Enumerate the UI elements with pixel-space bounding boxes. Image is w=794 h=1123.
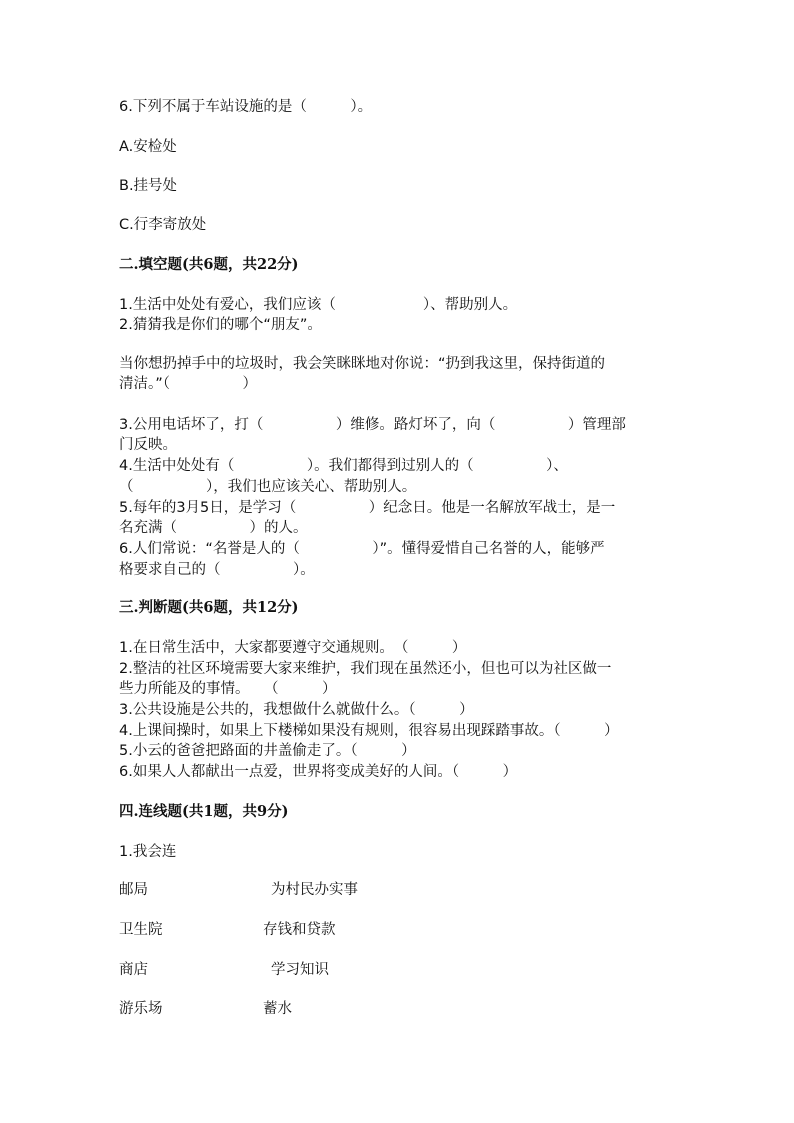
fill-line-10: 名充满（ ）的人。 bbox=[119, 520, 308, 536]
match-question: 1.我会连 bbox=[119, 844, 177, 860]
section-2-heading: 二.填空题(共6题，共22分) bbox=[119, 256, 299, 273]
option-a: A.安检处 bbox=[119, 139, 177, 155]
fill-line-7: 4.生活中处处有（ ）。我们都得到过别人的（ ）、 bbox=[119, 458, 568, 474]
judge-line-4: 3.公共设施是公共的，我想做什么就做什么。（ ） bbox=[119, 702, 474, 718]
fill-line-9: 5.每年的3月5日，是学习（ ）纪念日。他是一名解放军战士，是一 bbox=[119, 500, 616, 516]
fill-line-11: 6.人们常说：“名誉是人的（ ）”。懂得爱惜自己名誉的人，能够严 bbox=[119, 541, 605, 557]
section-4-heading: 四.连线题(共1题，共9分) bbox=[119, 803, 289, 820]
fill-line-4: 清洁。”（ ） bbox=[119, 376, 258, 392]
section-3-heading: 三.判断题(共6题，共12分) bbox=[119, 599, 299, 616]
fill-line-12: 格要求自己的（ ）。 bbox=[119, 562, 315, 578]
judge-line-3: 些力所能及的事情。 （ ） bbox=[119, 681, 337, 697]
match-left-2: 卫生院 bbox=[119, 922, 163, 938]
option-c: C.行李寄放处 bbox=[119, 217, 207, 233]
match-right-2: 存钱和贷款 bbox=[263, 922, 336, 938]
match-right-3: 学习知识 bbox=[271, 962, 329, 978]
fill-line-8: （ ），我们也应该关心、帮助别人。 bbox=[119, 479, 417, 495]
judge-line-1: 1.在日常生活中，大家都要遵守交通规则。 （ ） bbox=[119, 640, 467, 656]
match-left-4: 游乐场 bbox=[119, 1001, 163, 1017]
fill-line-6: 门反映。 bbox=[119, 437, 177, 453]
judge-line-6: 5.小云的爸爸把路面的井盖偷走了。（ ） bbox=[119, 743, 416, 759]
fill-line-5: 3.公用电话坏了，打（ ）维修。路灯坏了，向（ ）管理部 bbox=[119, 417, 626, 433]
question-6-stem: 6.下列不属于车站设施的是（ ）。 bbox=[119, 99, 373, 115]
judge-line-5: 4.上课间操时，如果上下楼梯如果没有规则，很容易出现踩踏事故。（ ） bbox=[119, 723, 619, 739]
worksheet-page bbox=[119, 0, 679, 1123]
judge-line-2: 2.整洁的社区环境需要大家来维护，我们现在虽然还小，但也可以为社区做一 bbox=[119, 661, 612, 677]
match-right-4: 蓄水 bbox=[263, 1001, 292, 1017]
fill-line-1: 1.生活中处处有爱心，我们应该（ ）、帮助别人。 bbox=[119, 297, 518, 313]
option-b: B.挂号处 bbox=[119, 178, 178, 194]
match-right-1: 为村民办实事 bbox=[271, 882, 358, 898]
fill-line-2: 2.猜猜我是你们的哪个“朋友”。 bbox=[119, 317, 322, 333]
judge-line-7: 6.如果人人都献出一点爱，世界将变成美好的人间。（ ） bbox=[119, 764, 518, 780]
fill-line-3: 当你想扔掉手中的垃圾时，我会笑眯眯地对你说：“扔到我这里，保持街道的 bbox=[119, 356, 606, 372]
match-left-3: 商店 bbox=[119, 962, 148, 978]
match-left-1: 邮局 bbox=[119, 882, 148, 898]
